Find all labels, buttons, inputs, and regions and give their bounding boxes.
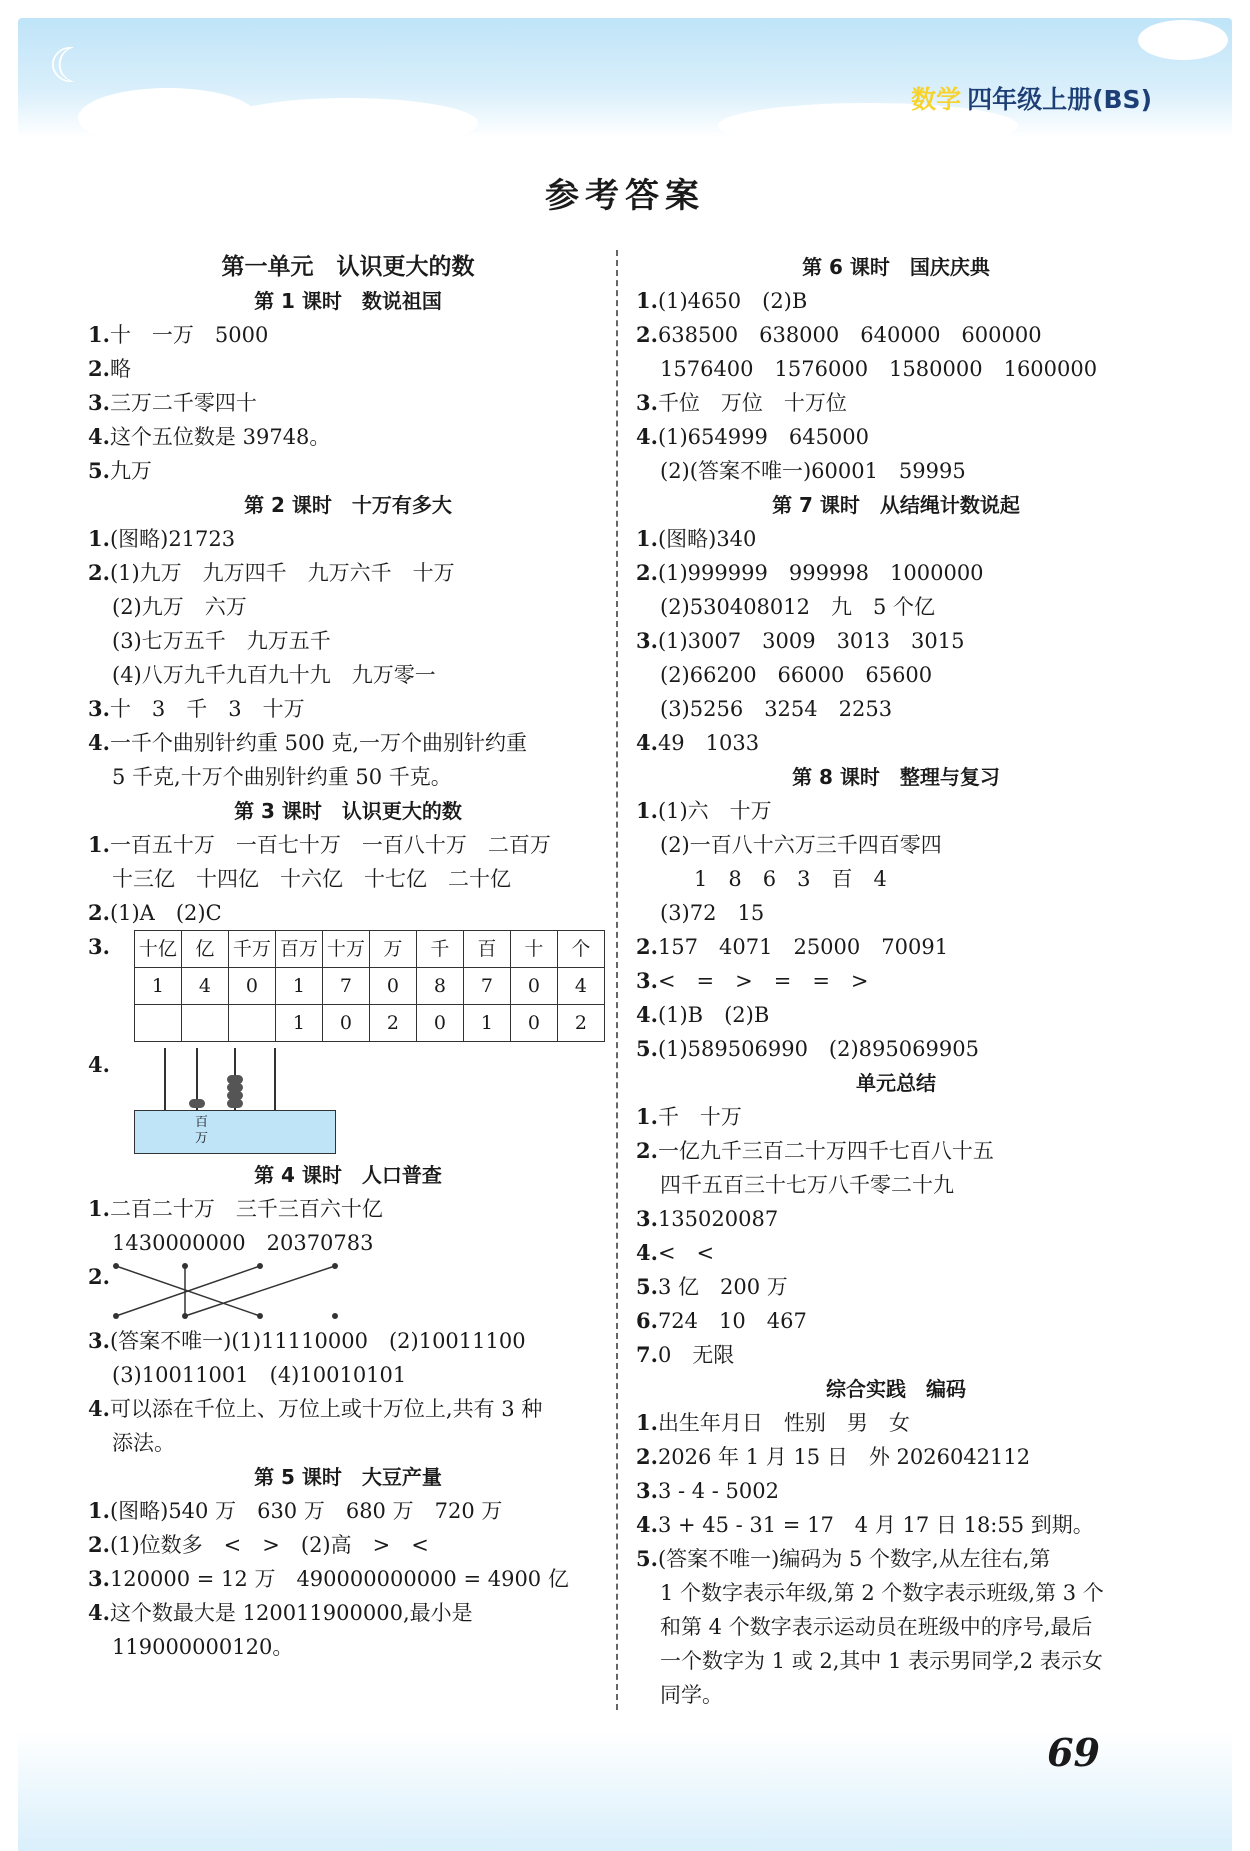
answer-item: 2.一亿九千三百二十万四千七百八十五	[636, 1138, 994, 1163]
answer-item: 3.(答案不唯一)(1)11110000 (2)10011100	[88, 1328, 526, 1353]
right-column	[636, 250, 1156, 1712]
answer-line: 1430000000 20370783	[112, 1231, 374, 1255]
answer-item: 7.0 无限	[636, 1342, 735, 1367]
column-divider	[616, 250, 618, 1710]
abacus-base	[134, 1110, 336, 1154]
answer-item: 4.< <	[636, 1240, 715, 1265]
abacus-bead	[227, 1099, 243, 1108]
answer-line: (3)5256 3254 2253	[660, 697, 893, 721]
answer-line: (3)七万五千 九万五千	[112, 629, 331, 653]
answer-item: 2.(1)A (2)C	[88, 900, 222, 925]
abacus-bead	[189, 1099, 205, 1108]
answer-item: 1.一百五十万 一百七十万 一百八十万 二百万	[88, 832, 551, 857]
abacus-rod	[274, 1048, 276, 1110]
answer-item: 4. 百 万	[88, 1048, 608, 1158]
answer-item: 2.	[88, 1260, 608, 1324]
answer-item: 2.(1)九万 九万四千 九万六千 十万	[88, 560, 455, 585]
left-column	[88, 250, 608, 1664]
answer-item: 1.(1)4650 (2)B	[636, 288, 808, 313]
answer-item: 2.(1)位数多 < > (2)高 > <	[88, 1532, 429, 1557]
lesson-heading: 第 7 课时 从结绳计数说起	[772, 493, 1020, 517]
page-number: 69	[1047, 1730, 1100, 1775]
answer-item: 2.157 4071 25000 70091	[636, 934, 949, 959]
table-header-row: 十亿 亿 千万 百万 十万 万 千 百 十 个	[134, 931, 604, 968]
answer-item: 2.略	[88, 356, 131, 381]
answer-line: (4)八万九千九百九十九 九万零一	[112, 663, 436, 687]
matching-lines-diagram	[110, 1260, 350, 1324]
answer-item: 4.(1)654999 645000	[636, 424, 870, 449]
answer-line: 四千五百三十七万八千零二十九	[660, 1173, 954, 1197]
answer-item: 4.可以添在千位上、万位上或十万位上,共有 3 种	[88, 1396, 543, 1421]
cloud-decoration	[218, 98, 478, 148]
answer-line: (2)九万 六万	[112, 595, 247, 619]
answer-item: 6.724 10 467	[636, 1308, 807, 1333]
answer-item: 1.(图略)21723	[88, 526, 236, 551]
answer-item: 1.二百二十万 三千三百六十亿	[88, 1196, 383, 1221]
answer-line: 1 个数字表示年级,第 2 个数字表示班级,第 3 个	[660, 1581, 1104, 1605]
lesson-heading: 第 4 课时 人口普查	[254, 1163, 442, 1187]
grade-label: 四年级上册(BS)	[967, 85, 1152, 114]
answer-line: 一个数字为 1 或 2,其中 1 表示男同学,2 表示女	[660, 1649, 1103, 1673]
table-row: 1 4 0 1 7 0 8 7 0 4	[134, 968, 604, 1005]
answer-item: 1.出生年月日 性别 男 女	[636, 1410, 910, 1435]
table-row: 1 0 2 0 1 0 2	[134, 1005, 604, 1042]
lesson-heading: 综合实践 编码	[826, 1377, 966, 1401]
answer-item: 2.(1)999999 999998 1000000	[636, 560, 984, 585]
answer-line: 5 千克,十万个曲别针约重 50 千克。	[112, 765, 452, 789]
answer-line: 119000000120。	[112, 1635, 294, 1659]
book-title	[911, 80, 1152, 116]
answer-item: 4.3 + 45 - 31 = 17 4 月 17 日 18:55 到期。	[636, 1512, 1094, 1537]
answer-item: 1.千 十万	[636, 1104, 742, 1129]
abacus-diagram	[134, 1048, 344, 1158]
abacus-rod	[164, 1048, 166, 1110]
header-banner	[18, 18, 1232, 138]
answer-line: 十三亿 十四亿 十六亿 十七亿 二十亿	[112, 867, 511, 891]
answer-line: (2)530408012 九 5 个亿	[660, 595, 936, 619]
lesson-heading: 第 2 课时 十万有多大	[244, 493, 452, 517]
answer-item: 3.3 - 4 - 5002	[636, 1478, 779, 1503]
answer-item: 5.(1)589506990 (2)895069905	[636, 1036, 979, 1061]
answer-item: 5.(答案不唯一)编码为 5 个数字,从左往右,第	[636, 1546, 1051, 1571]
lesson-heading: 单元总结	[856, 1071, 936, 1095]
answer-item: 5.3 亿 200 万	[636, 1274, 788, 1299]
unit-heading: 第一单元 认识更大的数	[221, 254, 475, 280]
answer-item: 1.(1)六 十万	[636, 798, 772, 823]
answer-item: 3.135020087	[636, 1206, 779, 1231]
answer-item: 3.千位 万位 十万位	[636, 390, 847, 415]
answer-line: (2)一百八十六万三千四百零四	[660, 833, 942, 857]
answer-item: 4.49 1033	[636, 730, 760, 755]
page-title: 参考答案	[545, 176, 705, 216]
cloud-decoration	[1138, 20, 1228, 60]
answer-line: 和第 4 个数字表示运动员在班级中的序号,最后	[660, 1615, 1093, 1639]
answer-item: 2.638500 638000 640000 600000	[636, 322, 1042, 347]
answer-line: (2)(答案不唯一)60001 59995	[660, 459, 966, 483]
moon-icon: ☾	[48, 38, 92, 94]
answer-item: 1.(图略)540 万 630 万 680 万 720 万	[88, 1498, 503, 1523]
lesson-heading: 第 5 课时 大豆产量	[254, 1465, 442, 1489]
lesson-heading: 第 1 课时 数说祖国	[254, 289, 442, 313]
place-value-table	[134, 930, 605, 1042]
answer-item: 3.< = > = = >	[636, 968, 869, 993]
answer-line: 1 8 6 3 百 4	[694, 867, 887, 891]
answer-line: 添法。	[112, 1431, 175, 1455]
answer-item: 3.(1)3007 3009 3013 3015	[636, 628, 965, 653]
answer-line: (3)10011001 (4)10010101	[112, 1363, 407, 1387]
answer-item: 4.一千个曲别针约重 500 克,一万个曲别针约重	[88, 730, 528, 755]
answer-item: 1.(图略)340	[636, 526, 757, 551]
lesson-heading: 第 3 课时 认识更大的数	[234, 799, 462, 823]
subject-label: 数学	[911, 85, 962, 114]
answer-item: 4.这个五位数是 39748。	[88, 424, 331, 449]
lesson-heading: 第 6 课时 国庆庆典	[802, 255, 990, 279]
answer-item: 3. 十亿 亿 千万 百万 十万 万 千 百 十 个 1 4 0 1 7 0 8 7 0 4 1 0 2 0 1 0 2	[88, 930, 608, 1042]
abacus-label: 百	[194, 1115, 208, 1130]
answer-line: 同学。	[660, 1683, 723, 1707]
answer-item: 4.(1)B (2)B	[636, 1002, 770, 1027]
abacus-label: 万	[194, 1131, 208, 1146]
answer-line: (2)66200 66000 65600	[660, 663, 933, 687]
answer-line: 1576400 1576000 1580000 1600000	[660, 357, 1098, 381]
answer-line: (3)72 15	[660, 901, 765, 925]
answer-item: 3.120000 = 12 万 490000000000 = 4900 亿	[88, 1566, 569, 1591]
answer-item: 2.2026 年 1 月 15 日 外 2026042112	[636, 1444, 1031, 1469]
lesson-heading: 第 8 课时 整理与复习	[792, 765, 1000, 789]
answer-item: 3.三万二千零四十	[88, 390, 257, 415]
answer-item: 5.九万	[88, 458, 152, 483]
answer-item: 4.这个数最大是 120011900000,最小是	[88, 1600, 473, 1625]
answer-item: 3.十 3 千 3 十万	[88, 696, 305, 721]
answer-item: 1.十 一万 5000	[88, 322, 269, 347]
